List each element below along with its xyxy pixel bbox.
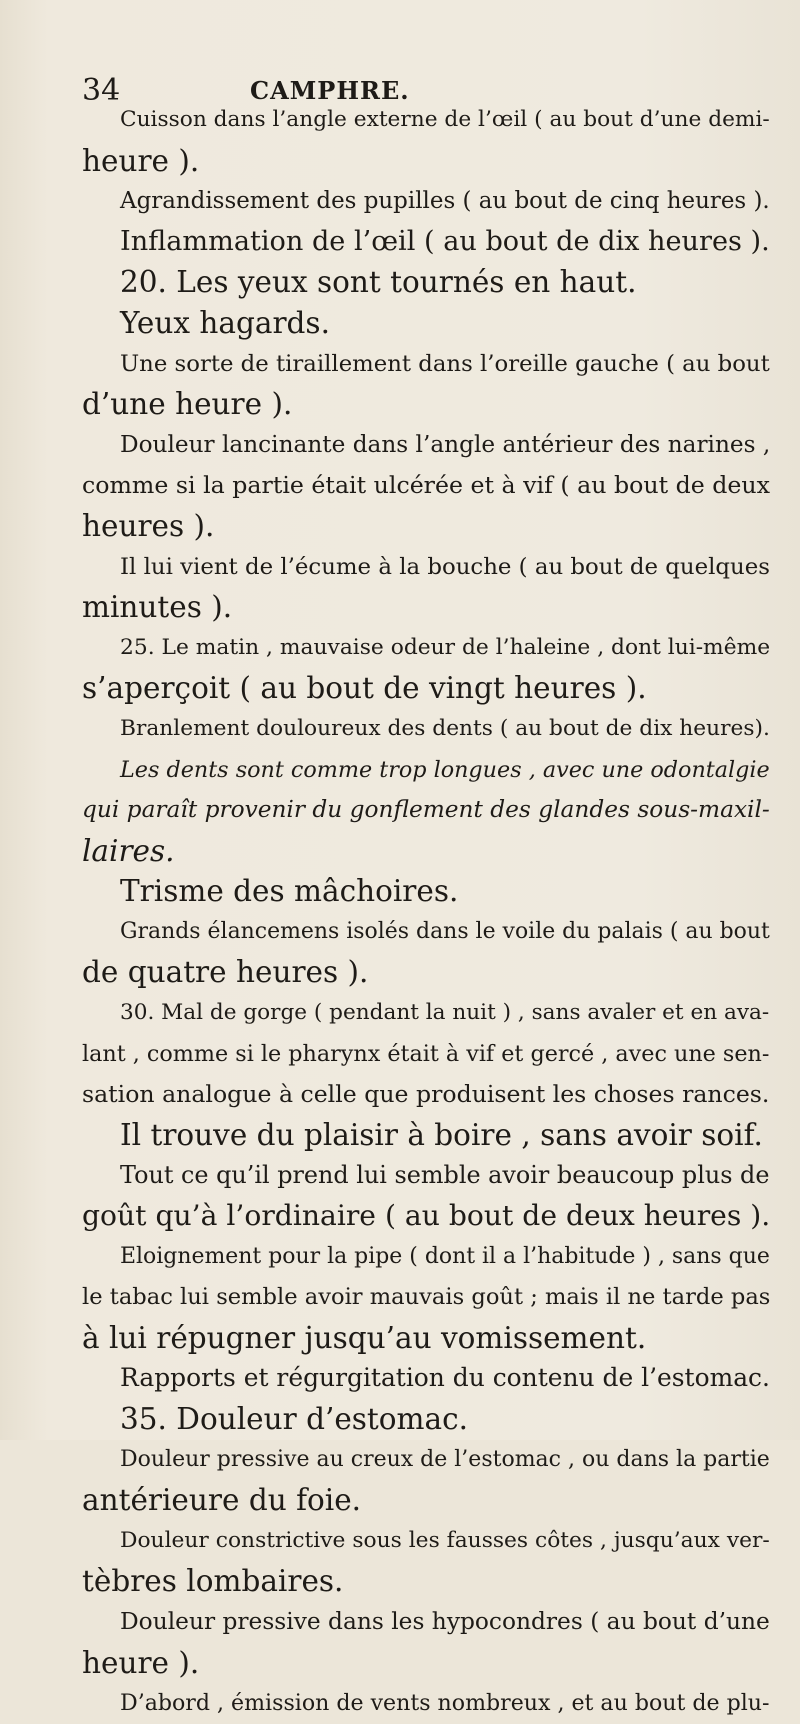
text-line: s’aperçoit ( au bout de vingt heures ). bbox=[82, 671, 647, 706]
text-line: de quatre heures ). bbox=[82, 955, 369, 990]
text-line: Tout ce qu’il prend lui semble avoir beaucoup plus de bbox=[120, 1161, 770, 1190]
text-line: le tabac lui semble avoir mauvais goût ; mais il ne tarde pas bbox=[82, 1284, 771, 1311]
body-text bbox=[82, 100, 770, 1724]
text-line: Trisme des mâchoires. bbox=[120, 874, 459, 909]
text-line: Yeux hagards. bbox=[120, 305, 330, 340]
page-number: 34 bbox=[82, 73, 121, 108]
text-line: Les dents sont comme trop longues , avec une odontalgie bbox=[120, 756, 770, 783]
text-line: 25. Le matin , mauvaise odeur de l’haleine , dont lui-même bbox=[120, 634, 771, 660]
text-line: Agrandissement des pupilles ( au bout de cinq heures ). bbox=[120, 188, 770, 215]
text-line: heure ). bbox=[82, 1645, 200, 1680]
text-line: sation analogue à celle que produisent les choses rances. bbox=[82, 1080, 770, 1109]
text-line: à lui répugner jusqu’au vomissement. bbox=[82, 1320, 647, 1355]
text-line: lant , comme si le pharynx était à vif et gercé , avec une sen- bbox=[82, 1040, 770, 1067]
running-head: CAMPHRE. bbox=[250, 76, 410, 105]
text-line: Eloignement pour la pipe ( dont il a l’habitude ) , sans que bbox=[120, 1243, 770, 1269]
text-line: Il trouve du plaisir à boire , sans avoir soif. bbox=[120, 1117, 763, 1152]
text-line: tèbres lombaires. bbox=[82, 1564, 344, 1599]
text-line: 35. Douleur d’estomac. bbox=[120, 1402, 469, 1436]
text-line: Cuisson dans l’angle externe de l’œil ( au bout d’une demi- bbox=[120, 107, 770, 132]
text-line: Branlement douloureux des dents ( au bout de dix heures). bbox=[120, 715, 770, 741]
text-line: Douleur lancinante dans l’angle antérieur des narines , bbox=[120, 430, 771, 458]
text-line: laires. bbox=[82, 833, 175, 868]
text-line: 20. Les yeux sont tournés en haut. bbox=[120, 265, 637, 300]
text-line: qui paraît provenir du gonflement des glandes sous-maxil- bbox=[82, 796, 770, 824]
text-line: Une sorte de tiraillement dans l’oreille gauche ( au bout bbox=[120, 350, 770, 377]
text-line: D’abord , émission de vents nombreux , et au bout de plu- bbox=[120, 1690, 770, 1717]
text-line: goût qu’à l’ordinaire ( au bout de deux heures ). bbox=[82, 1199, 771, 1233]
text-line: antérieure du foie. bbox=[82, 1483, 362, 1518]
text-line: Grands élancemens isolés dans le voile du palais ( au bout bbox=[120, 918, 770, 944]
text-line: Douleur pressive au creux de l’estomac , ou dans la partie bbox=[120, 1446, 770, 1472]
text-line: heure ). bbox=[82, 143, 200, 178]
text-line: Il lui vient de l’écume à la bouche ( au bout de quelques bbox=[120, 553, 770, 580]
text-line: Inflammation de l’œil ( au bout de dix heures ). bbox=[120, 225, 770, 257]
text-line: Rapports et régurgitation du contenu de l’estomac. bbox=[120, 1363, 770, 1393]
text-line: Douleur pressive dans les hypocondres ( au bout d’une bbox=[120, 1607, 770, 1635]
text-line: Douleur constrictive sous les fausses côtes , jusqu’aux ver- bbox=[120, 1527, 770, 1553]
text-line: d’une heure ). bbox=[82, 387, 293, 422]
text-line: minutes ). bbox=[82, 590, 233, 625]
text-line: comme si la partie était ulcérée et à vif ( au bout de deux bbox=[82, 471, 771, 500]
text-line: heures ). bbox=[82, 508, 215, 543]
text-line: 30. Mal de gorge ( pendant la nuit ) , sans avaler et en ava- bbox=[120, 1000, 770, 1026]
